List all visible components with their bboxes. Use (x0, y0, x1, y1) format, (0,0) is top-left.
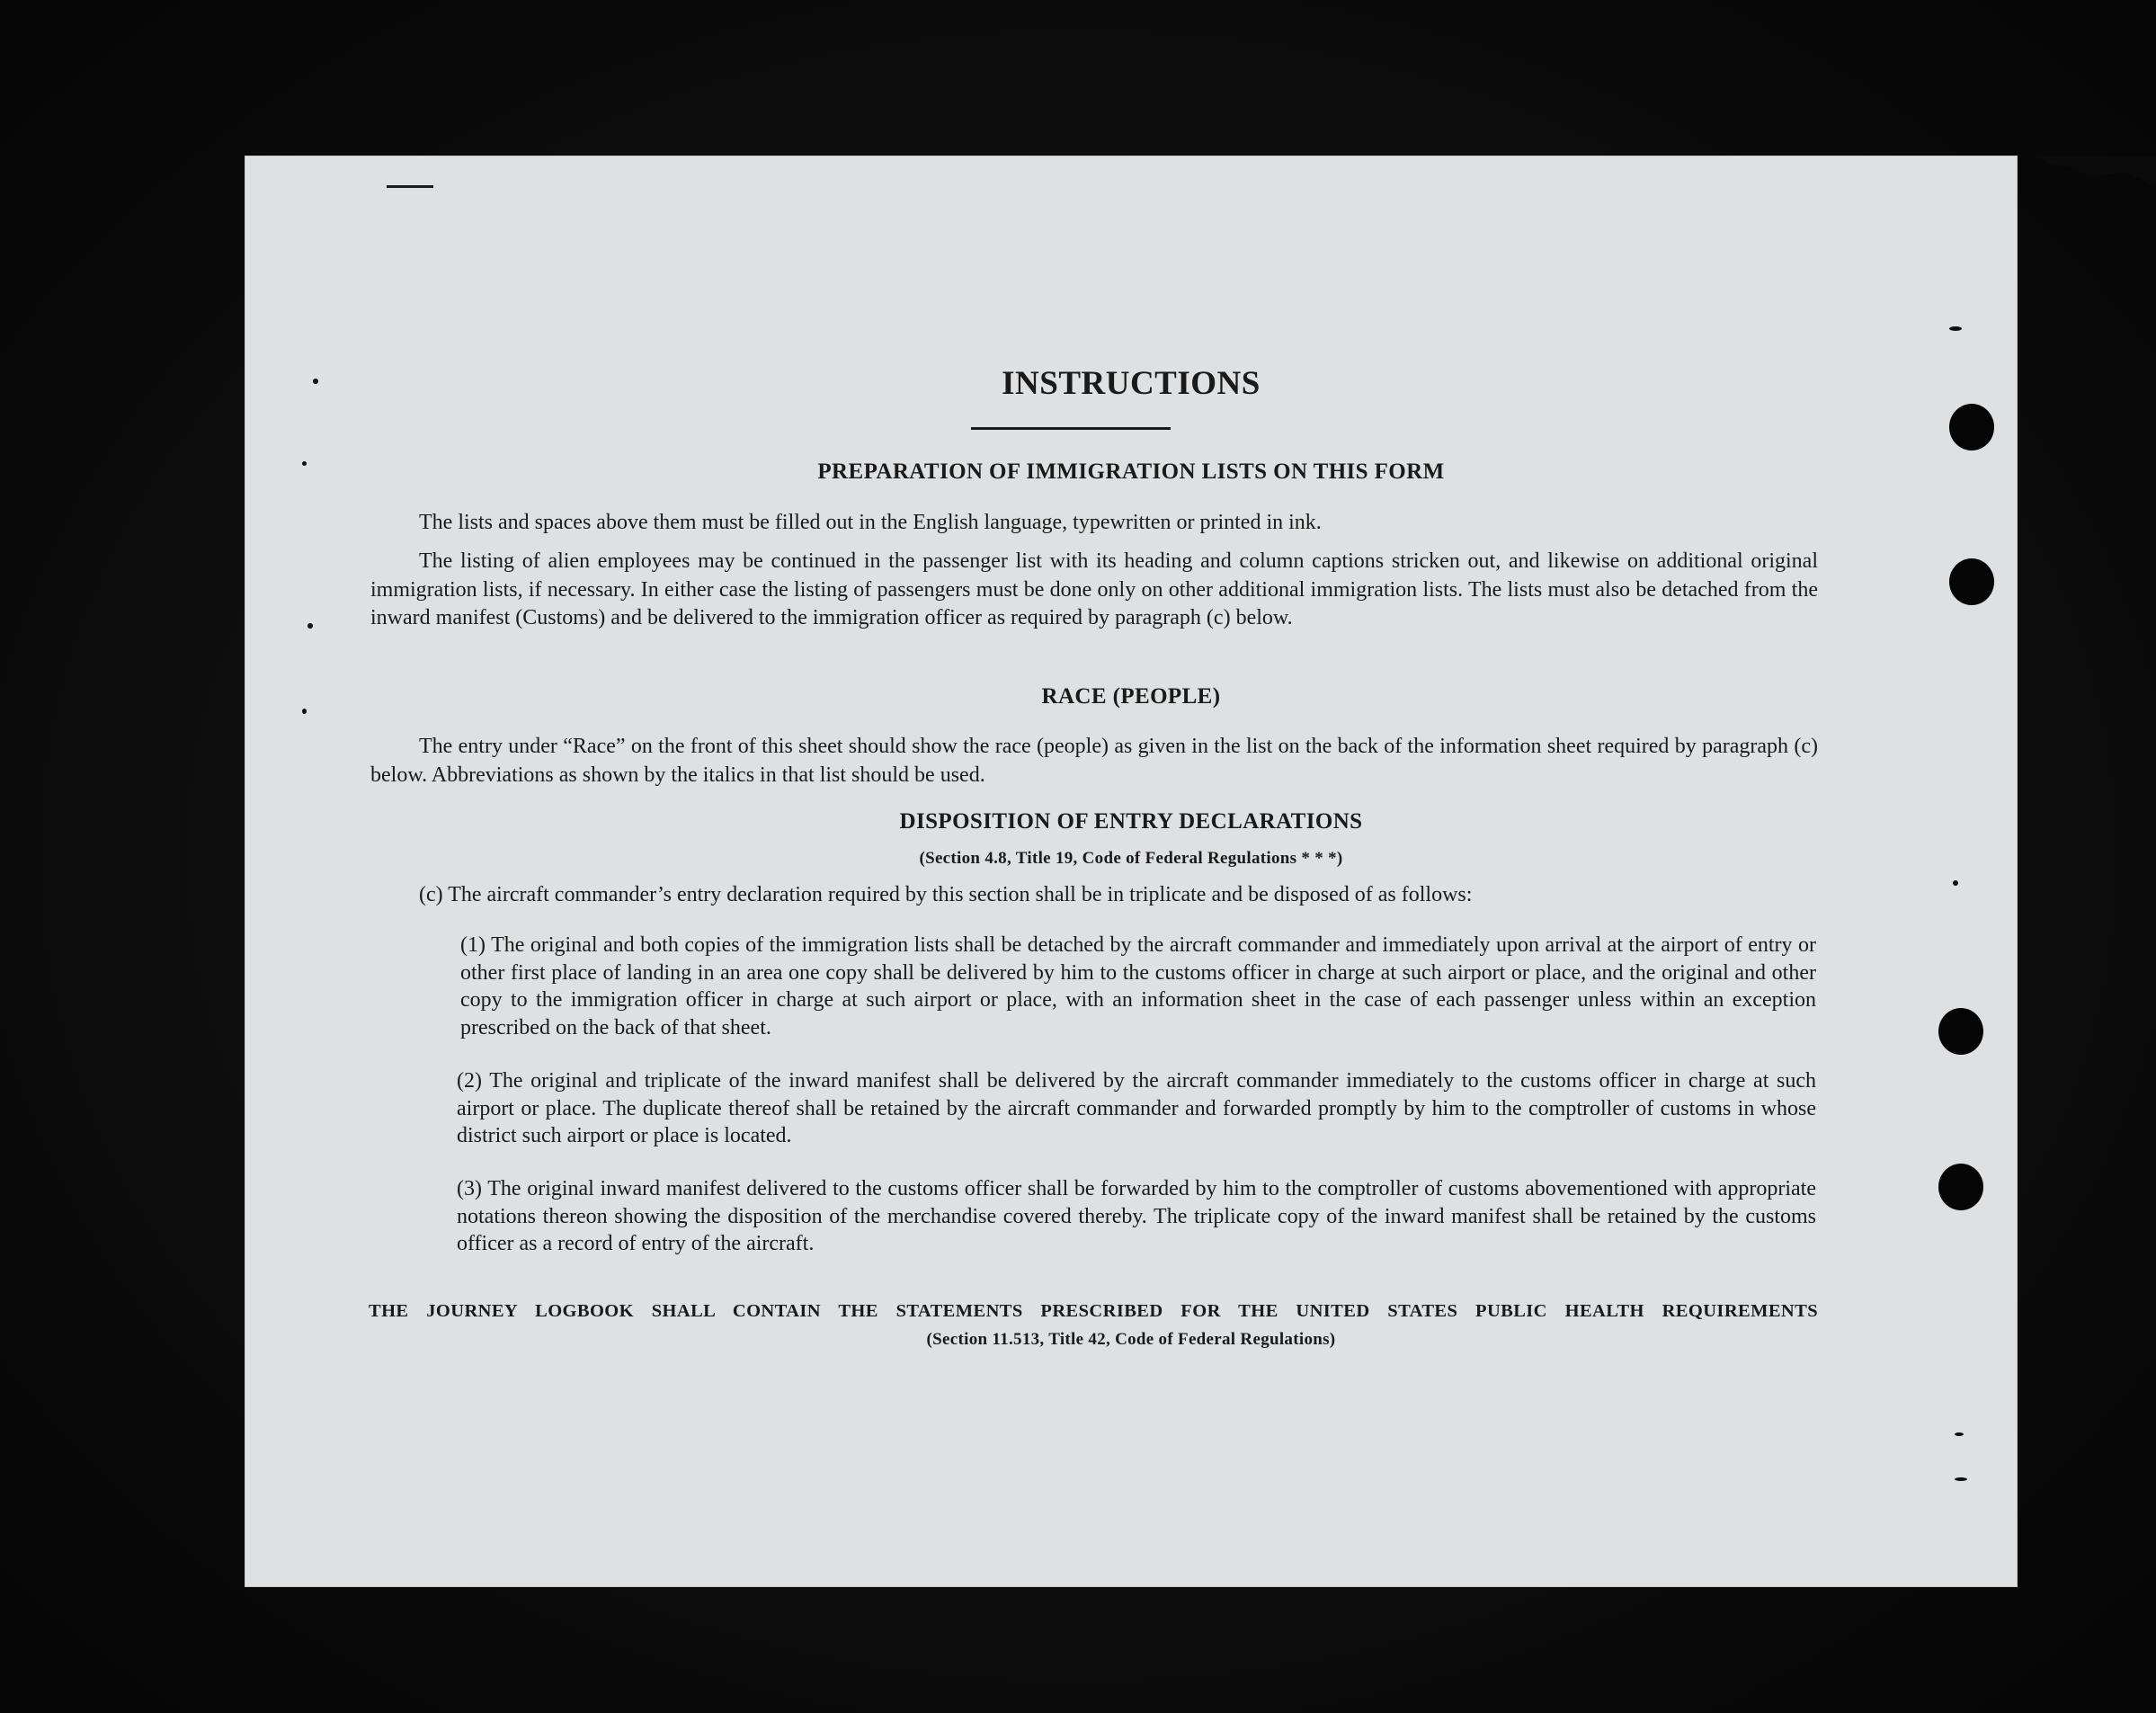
list-item-text: The original and triplicate of the inward manifest shall be delivered by the aircraft commander immediately to the customs officer in charge at such airport or place. The duplicate thereof shall be retained by the aircraft commander and forwarded promptly by him to the comptroller of customs in whose district such airport or place is located. (457, 1069, 1816, 1147)
section-subheading-disposition: (Section 4.8, Title 19, Code of Federal Regulations * * *) (919, 849, 1343, 868)
section-heading-disposition: DISPOSITION OF ENTRY DECLARATIONS (899, 809, 1363, 834)
footer-heading: THE JOURNEY LOGBOOK SHALL CONTAIN THE STATEMENTS PRESCRIBED FOR THE UNITED STATES PUBLIC HEALTH REQUIREMENTS (369, 1301, 1818, 1321)
paragraph-text: The entry under “Race” on the front of this sheet should show the race (people) as given in the list on the back of the information sheet required by paragraph (c) below. Abbreviations as shown by the italics in that list should be used. (370, 735, 1818, 787)
page-title: INSTRUCTIONS (1002, 365, 1261, 402)
list-item-number: (2) (457, 1069, 482, 1093)
paragraph-race (370, 733, 1818, 790)
paragraph-text: The listing of alien employees may be continued in the passenger list with its heading and column captions stricken out, and likewise on additional original immigration lists, if necessary. In either case the listing of passengers must be done only on other additional immigration lists. The lists must also be detached from the inward manifest (Customs) and be delivered to the immigration officer as required by paragraph (c) below. (370, 549, 1818, 629)
section-heading-preparation: PREPARATION OF IMMIGRATION LISTS ON THIS FORM (817, 459, 1445, 484)
list-item-1 (460, 932, 1816, 1041)
list-item-body (460, 932, 1816, 1041)
paragraph-disposition-intro (419, 881, 1818, 910)
paragraph-language (370, 509, 1818, 538)
footer-subheading: (Section 11.513, Title 42, Code of Federal Regulations) (926, 1330, 1336, 1349)
document-content (245, 156, 2018, 1587)
document-page (245, 156, 2018, 1587)
list-item-number: (1) (460, 933, 486, 957)
list-item-2 (457, 1067, 1816, 1150)
list-item-number: (3) (457, 1177, 482, 1200)
paragraph-text: The lists and spaces above them must be filled out in the English language, typewritten or printed in ink. (419, 511, 1322, 534)
title-underline (971, 427, 1171, 430)
section-heading-race: RACE (PEOPLE) (1041, 684, 1221, 709)
list-item-3 (457, 1175, 1816, 1258)
paragraph-text: The aircraft commander’s entry declaration required by this section shall be in triplicate and be disposed of as follows: (448, 883, 1473, 906)
list-item-text: The original inward manifest delivered to the customs officer shall be forwarded by him to the comptroller of customs abovementioned with appropriate notations thereon showing the disposition of the merchandise covered thereby. The triplicate copy of the inward manifest shall be retained by the customs officer as a record of entry of the aircraft. (457, 1177, 1816, 1255)
paragraph-alien-employees (370, 548, 1818, 633)
list-item-text: The original and both copies of the immigration lists shall be detached by the aircraft commander and immediately upon arrival at the airport of entry or other first place of landing in an area one copy shall be delivered by him to the customs officer in charge at such airport or place, and the original and other copy to the immigration officer in charge at such airport or place, with an information sheet in the case of each passenger unless within an exception prescribed on the back of that sheet. (460, 933, 1816, 1039)
paragraph-label: (c) (419, 883, 443, 906)
